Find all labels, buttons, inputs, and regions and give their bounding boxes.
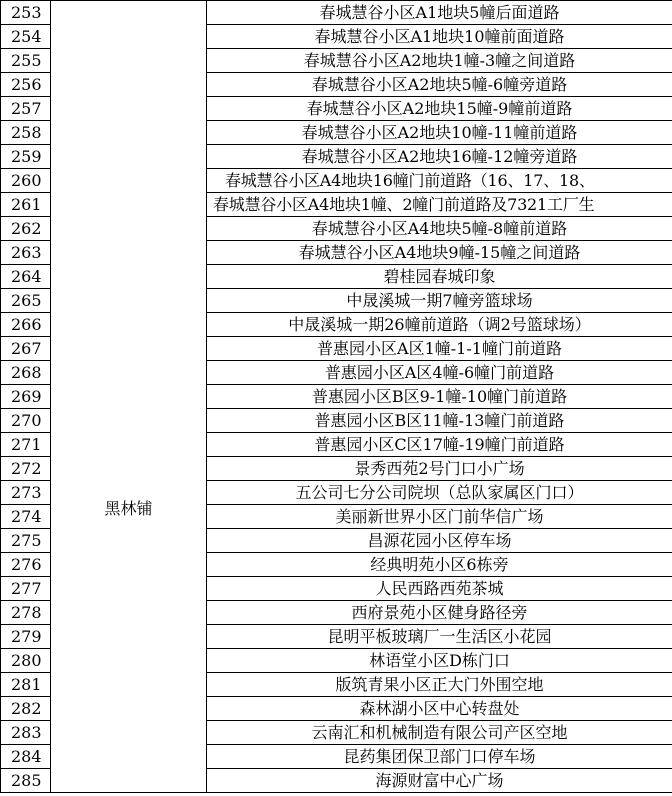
street-name-cell[interactable]: 黑林铺: [51, 1, 207, 793]
row-number-cell[interactable]: 253: [1, 1, 51, 25]
location-cell[interactable]: 春城慧谷小区A1地块5幢后面道路: [207, 1, 672, 25]
location-cell[interactable]: 普惠园小区C区17幢-19幢门前道路: [207, 433, 672, 457]
location-cell[interactable]: 普惠园小区A区1幢-1-1幢门前道路: [207, 337, 672, 361]
row-number-cell[interactable]: 284: [1, 745, 51, 769]
row-number-cell[interactable]: 282: [1, 697, 51, 721]
row-number-cell[interactable]: 274: [1, 505, 51, 529]
location-cell[interactable]: 五公司七分公司院坝（总队家属区门口）: [207, 481, 672, 505]
row-number-cell[interactable]: 268: [1, 361, 51, 385]
row-number-cell[interactable]: 262: [1, 217, 51, 241]
row-number-cell[interactable]: 266: [1, 313, 51, 337]
location-cell[interactable]: 春城慧谷小区A1地块10幢前面道路: [207, 25, 672, 49]
row-number-cell[interactable]: 259: [1, 145, 51, 169]
row-number-cell[interactable]: 256: [1, 73, 51, 97]
row-number-cell[interactable]: 283: [1, 721, 51, 745]
row-number-cell[interactable]: 285: [1, 769, 51, 793]
row-number-cell[interactable]: 255: [1, 49, 51, 73]
location-cell[interactable]: 云南汇和机械制造有限公司产区空地: [207, 721, 672, 745]
location-cell[interactable]: 昆明平板玻璃厂一生活区小花园: [207, 625, 672, 649]
row-number-cell[interactable]: 281: [1, 673, 51, 697]
location-cell[interactable]: 普惠园小区B区11幢-13幢门前道路: [207, 409, 672, 433]
row-number-cell[interactable]: 273: [1, 481, 51, 505]
location-cell[interactable]: 西府景苑小区健身路径旁: [207, 601, 672, 625]
row-number-cell[interactable]: 263: [1, 241, 51, 265]
location-cell[interactable]: 春城慧谷小区A4地块5幢-8幢前道路: [207, 217, 672, 241]
row-number-cell[interactable]: 272: [1, 457, 51, 481]
location-cell[interactable]: 版筑青果小区正大门外围空地: [207, 673, 672, 697]
row-number-cell[interactable]: 280: [1, 649, 51, 673]
row-number-cell[interactable]: 257: [1, 97, 51, 121]
row-number-cell[interactable]: 279: [1, 625, 51, 649]
location-cell[interactable]: 昆药集团保卫部门口停车场: [207, 745, 672, 769]
location-cell[interactable]: 昌源花园小区停车场: [207, 529, 672, 553]
location-cell[interactable]: 碧桂园春城印象: [207, 265, 672, 289]
location-cell[interactable]: 中晟溪城一期26幢前道路（调2号篮球场）: [207, 313, 672, 337]
row-number-cell[interactable]: 270: [1, 409, 51, 433]
location-cell[interactable]: 春城慧谷小区A4地块16幢门前道路（16、17、18、: [207, 169, 672, 193]
location-cell[interactable]: 春城慧谷小区A2地块15幢-9幢前道路: [207, 97, 672, 121]
row-number-cell[interactable]: 271: [1, 433, 51, 457]
location-cell[interactable]: 春城慧谷小区A4地块9幢-15幢之间道路: [207, 241, 672, 265]
location-cell[interactable]: 春城慧谷小区A2地块1幢-3幢之间道路: [207, 49, 672, 73]
location-cell[interactable]: 春城慧谷小区A4地块1幢、2幢门前道路及7321工厂生: [207, 193, 672, 217]
location-cell[interactable]: 景秀西苑2号门口小广场: [207, 457, 672, 481]
location-cell[interactable]: 人民西路西苑茶城: [207, 577, 672, 601]
location-cell[interactable]: 海源财富中心广场: [207, 769, 672, 793]
row-number-cell[interactable]: 260: [1, 169, 51, 193]
table-row: [1, 1, 672, 25]
row-number-cell[interactable]: 277: [1, 577, 51, 601]
location-cell[interactable]: 春城慧谷小区A2地块16幢-12幢旁道路: [207, 145, 672, 169]
table-body: [1, 1, 672, 793]
row-number-cell[interactable]: 254: [1, 25, 51, 49]
location-cell[interactable]: 林语堂小区D栋门口: [207, 649, 672, 673]
location-cell[interactable]: 春城慧谷小区A2地块5幢-6幢旁道路: [207, 73, 672, 97]
location-cell[interactable]: 普惠园小区B区9-1幢-10幢门前道路: [207, 385, 672, 409]
row-number-cell[interactable]: 269: [1, 385, 51, 409]
row-number-cell[interactable]: 275: [1, 529, 51, 553]
location-cell[interactable]: 中晟溪城一期7幢旁篮球场: [207, 289, 672, 313]
location-cell[interactable]: 经典明苑小区6栋旁: [207, 553, 672, 577]
location-cell[interactable]: 普惠园小区A区4幢-6幢门前道路: [207, 361, 672, 385]
row-number-cell[interactable]: 258: [1, 121, 51, 145]
location-cell[interactable]: 春城慧谷小区A2地块10幢-11幢前道路: [207, 121, 672, 145]
row-number-cell[interactable]: 278: [1, 601, 51, 625]
location-cell[interactable]: 美丽新世界小区门前华信广场: [207, 505, 672, 529]
row-number-cell[interactable]: 267: [1, 337, 51, 361]
row-number-cell[interactable]: 265: [1, 289, 51, 313]
row-number-cell[interactable]: 264: [1, 265, 51, 289]
location-cell[interactable]: 森林湖小区中心转盘处: [207, 697, 672, 721]
row-number-cell[interactable]: 261: [1, 193, 51, 217]
row-number-cell[interactable]: 276: [1, 553, 51, 577]
